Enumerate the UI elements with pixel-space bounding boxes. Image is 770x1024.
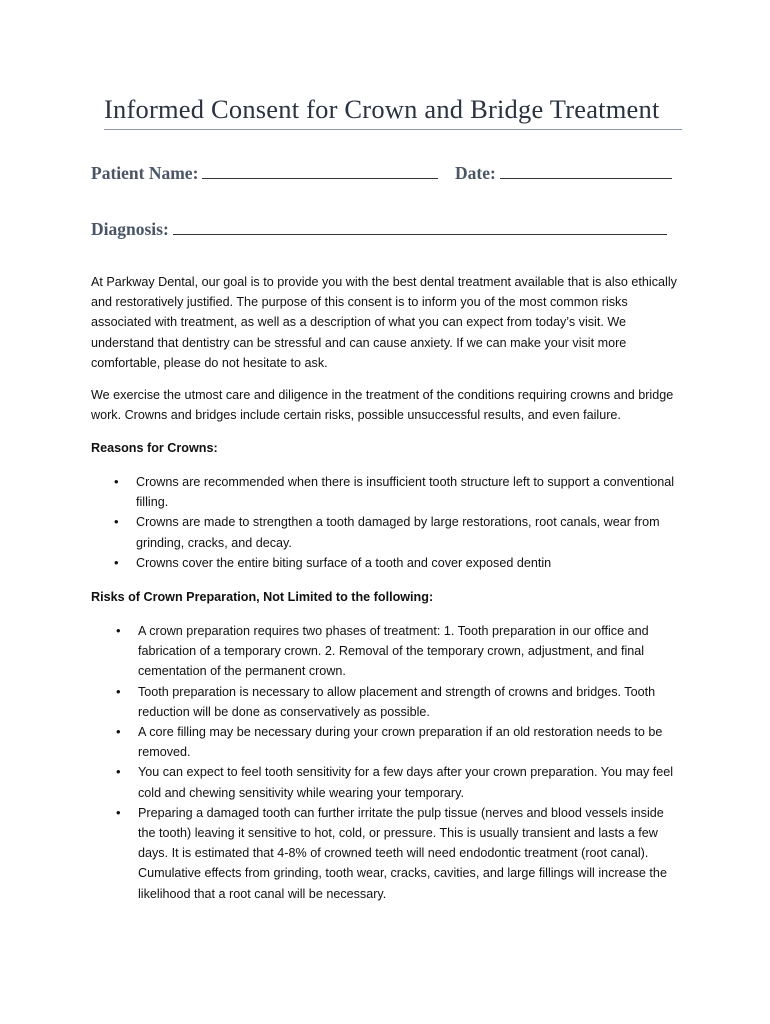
date-row — [455, 162, 672, 184]
list-item — [114, 512, 676, 552]
title-divider — [104, 129, 682, 130]
bullet-icon: • — [116, 623, 121, 638]
list-item-text: Crowns cover the entire biting surface of a tooth and cover exposed dentin — [136, 555, 552, 570]
list-item — [114, 472, 676, 512]
list-item-text: Tooth preparation is necessary to allow placement and strength of crowns and bridges. Tooth reduction will be done as conservatively as possible. — [138, 684, 656, 719]
document-title: Informed Consent for Crown and Bridge Treatment — [104, 94, 660, 124]
reasons-list — [114, 472, 676, 573]
bullet-icon: • — [116, 683, 121, 699]
diagnosis-row — [91, 218, 667, 240]
diligence-paragraph: We exercise the utmost care and diligence in the treatment of the conditions requiring crowns and bridge work. Crowns and bridges include certain risks, possible unsuccessful results, and even failure. — [91, 388, 674, 423]
list-item — [116, 722, 683, 762]
list-item — [116, 762, 683, 802]
patient-name-field[interactable] — [202, 162, 438, 179]
list-item-text: A crown preparation requires two phases of treatment: 1. Tooth preparation in our office and fabrication of a temporary crown. 2. Removal of the temporary crown, adjustment, and final cementation of the permanent crown. — [138, 624, 649, 679]
list-item-text: A core filling may be necessary during your crown preparation if an old restoration needs to be removed. — [138, 725, 663, 760]
date-field[interactable] — [500, 162, 672, 179]
bullet-icon: • — [116, 804, 121, 820]
list-item-text: Preparing a damaged tooth can further irritate the pulp tissue (nerves and blood vessels inside the tooth) leaving it sensitive to hot, cold, or pressure. This is usually transient and lasts a few days. It is estimated that 4-8% of crowned teeth will need endodontic treatment (root canal). Cumulative effects from grinding, tooth wear, cracks, cavities, and large fillings will increase the likelihood that a root canal will be necessary. — [138, 805, 667, 901]
bullet-icon: • — [114, 554, 119, 570]
bullet-icon: • — [114, 514, 119, 530]
diagnosis-field[interactable] — [173, 218, 667, 235]
diagnosis-label: Diagnosis: — [91, 219, 169, 239]
list-item-text: Crowns are made to strengthen a tooth damaged by large restorations, root canals, wear from grinding, cracks, and decay. — [136, 515, 660, 550]
risks-list — [116, 621, 683, 904]
risks-heading: Risks of Crown Preparation, Not Limited to the following: — [91, 590, 434, 604]
list-item-text: You can expect to feel tooth sensitivity for a few days after your crown preparation. You may feel cold and chewing sensitivity while wearing your temporary. — [138, 765, 674, 800]
intro-paragraph: At Parkway Dental, our goal is to provide you with the best dental treatment available that is also ethically and restoratively justified. The purpose of this consent is to inform you of the most common risks associated with treatment, as well as a description of what you can expect from today’s visit. We understand that dentistry can be stressful and can cause anxiety. If we can make your visit more comfortable, please do not hesitate to ask. — [91, 275, 677, 370]
bullet-icon: • — [116, 764, 121, 780]
list-item — [116, 682, 683, 722]
bullet-icon: • — [116, 724, 121, 740]
patient-name-row — [91, 162, 438, 184]
bullet-icon: • — [114, 474, 119, 489]
list-item-text: Crowns are recommended when there is insufficient tooth structure left to support a conventional filling. — [136, 475, 675, 510]
list-item — [114, 553, 676, 573]
list-item — [116, 621, 683, 682]
patient-name-label: Patient Name: — [91, 163, 199, 183]
date-label: Date: — [455, 163, 496, 183]
list-item — [116, 803, 683, 904]
reasons-heading: Reasons for Crowns: — [91, 441, 218, 455]
